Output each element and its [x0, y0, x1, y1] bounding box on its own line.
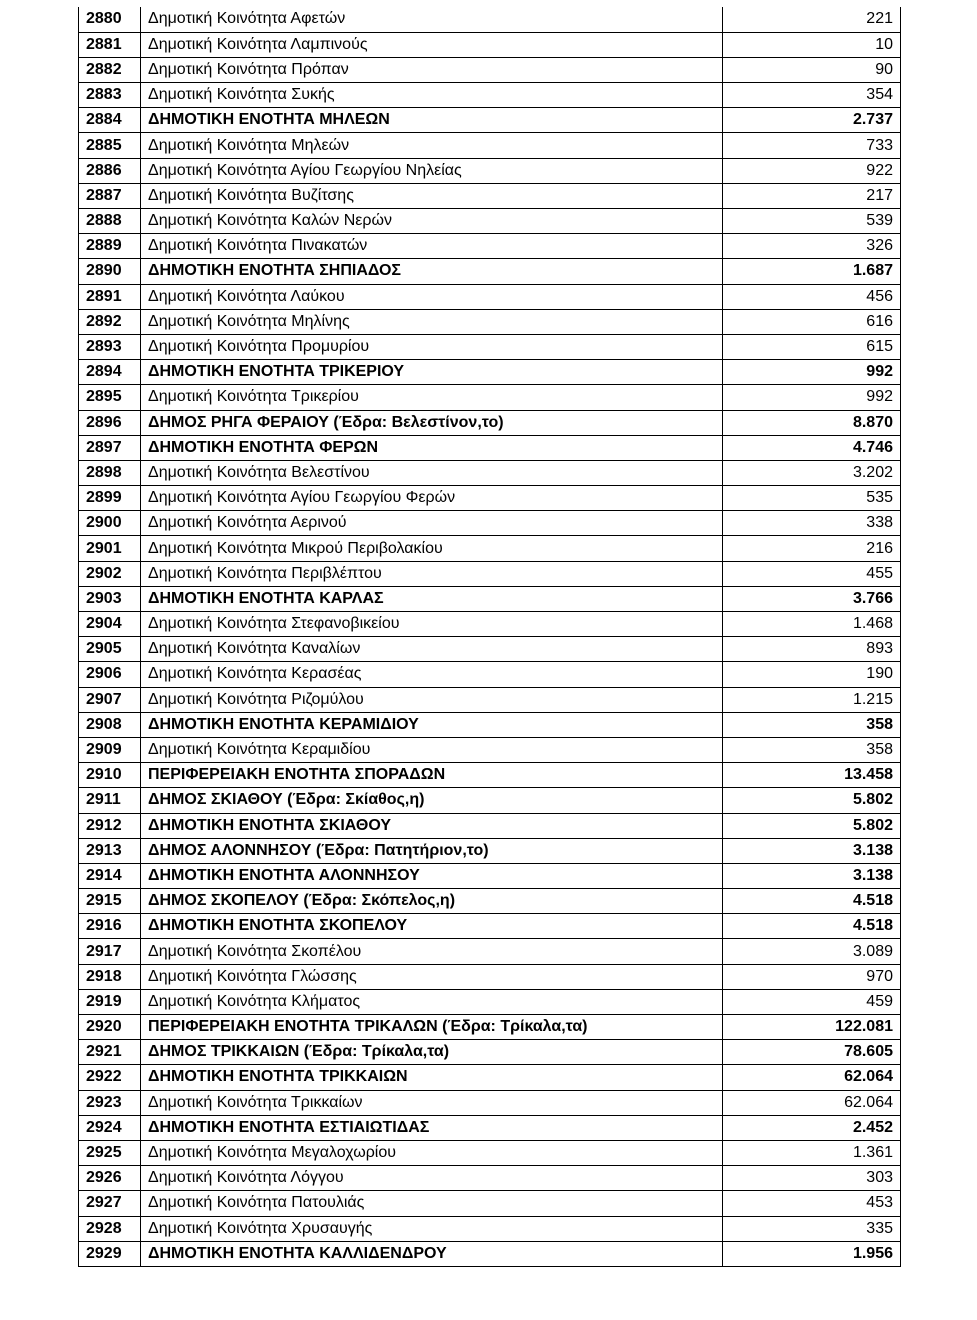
area-name-cell: ΠΕΡΙΦΕΡΕΙΑΚΗ ΕΝΟΤΗΤΑ ΣΠΟΡΑΔΩΝ [141, 763, 723, 788]
population-value-cell: 338 [723, 511, 901, 536]
area-name-cell: Δημοτική Κοινότητα Προμυρίου [141, 334, 723, 359]
area-name-cell: ΔΗΜΟΤΙΚΗ ΕΝΟΤΗΤΑ ΚΕΡΑΜΙΔΙΟΥ [141, 712, 723, 737]
table-row [79, 1191, 901, 1216]
row-number-cell: 2914 [79, 863, 141, 888]
table-row [79, 964, 901, 989]
table-row [79, 83, 901, 108]
row-number-cell: 2886 [79, 158, 141, 183]
population-value-cell: 10 [723, 32, 901, 57]
population-value-cell: 3.766 [723, 586, 901, 611]
area-name-cell: ΔΗΜΟΤΙΚΗ ΕΝΟΤΗΤΑ ΣΚΟΠΕΛΟΥ [141, 914, 723, 939]
population-table [78, 7, 901, 1267]
population-value-cell: 217 [723, 183, 901, 208]
row-number-cell: 2896 [79, 410, 141, 435]
population-value-cell: 535 [723, 486, 901, 511]
area-name-cell: Δημοτική Κοινότητα Αγίου Γεωργίου Φερών [141, 486, 723, 511]
table-row [79, 662, 901, 687]
area-name-cell: Δημοτική Κοινότητα Λαμπινούς [141, 32, 723, 57]
population-value-cell: 922 [723, 158, 901, 183]
area-name-cell: ΔΗΜΟΣ ΑΛΟΝΝΗΣΟΥ (Έδρα: Πατητήριον,το) [141, 838, 723, 863]
population-value-cell: 354 [723, 83, 901, 108]
population-value-cell: 3.202 [723, 460, 901, 485]
table-row [79, 309, 901, 334]
table-row [79, 133, 901, 158]
area-name-cell: Δημοτική Κοινότητα Πρόπαν [141, 57, 723, 82]
area-name-cell: Δημοτική Κοινότητα Μικρού Περιβολακίου [141, 536, 723, 561]
population-value-cell: 358 [723, 712, 901, 737]
population-value-cell: 4.746 [723, 435, 901, 460]
area-name-cell: Δημοτική Κοινότητα Αγίου Γεωργίου Νηλείας [141, 158, 723, 183]
table-row [79, 687, 901, 712]
row-number-cell: 2923 [79, 1090, 141, 1115]
row-number-cell: 2898 [79, 460, 141, 485]
area-name-cell: Δημοτική Κοινότητα Τρικκαίων [141, 1090, 723, 1115]
population-value-cell: 335 [723, 1216, 901, 1241]
table-row [79, 1140, 901, 1165]
table-row [79, 460, 901, 485]
area-name-cell: ΔΗΜΟΤΙΚΗ ΕΝΟΤΗΤΑ ΜΗΛΕΩΝ [141, 108, 723, 133]
table-row [79, 511, 901, 536]
population-value-cell: 992 [723, 360, 901, 385]
population-value-cell: 616 [723, 309, 901, 334]
row-number-cell: 2913 [79, 838, 141, 863]
population-value-cell: 78.605 [723, 1040, 901, 1065]
table-row [79, 234, 901, 259]
area-name-cell: ΔΗΜΟΤΙΚΗ ΕΝΟΤΗΤΑ ΣΗΠΙΑΔΟΣ [141, 259, 723, 284]
population-value-cell: 1.687 [723, 259, 901, 284]
table-row [79, 1115, 901, 1140]
population-value-cell: 1.956 [723, 1241, 901, 1266]
population-value-cell: 992 [723, 385, 901, 410]
population-value-cell: 2.737 [723, 108, 901, 133]
population-value-cell: 5.802 [723, 788, 901, 813]
table-row [79, 813, 901, 838]
area-name-cell: Δημοτική Κοινότητα Κερασέας [141, 662, 723, 687]
table-row [79, 410, 901, 435]
table-row [79, 763, 901, 788]
table-row [79, 939, 901, 964]
area-name-cell: ΔΗΜΟΤΙΚΗ ΕΝΟΤΗΤΑ ΦΕΡΩΝ [141, 435, 723, 460]
area-name-cell: Δημοτική Κοινότητα Μηλίνης [141, 309, 723, 334]
row-number-cell: 2918 [79, 964, 141, 989]
table-row [79, 1015, 901, 1040]
row-number-cell: 2880 [79, 7, 141, 32]
table-row [79, 712, 901, 737]
area-name-cell: Δημοτική Κοινότητα Πατουλιάς [141, 1191, 723, 1216]
population-value-cell: 4.518 [723, 914, 901, 939]
population-value-cell: 456 [723, 284, 901, 309]
population-value-cell: 459 [723, 989, 901, 1014]
area-name-cell: Δημοτική Κοινότητα Αφετών [141, 7, 723, 32]
population-value-cell: 122.081 [723, 1015, 901, 1040]
row-number-cell: 2910 [79, 763, 141, 788]
population-value-cell: 893 [723, 637, 901, 662]
population-value-cell: 3.138 [723, 838, 901, 863]
population-value-cell: 3.138 [723, 863, 901, 888]
row-number-cell: 2891 [79, 284, 141, 309]
population-value-cell: 13.458 [723, 763, 901, 788]
population-value-cell: 90 [723, 57, 901, 82]
table-row [79, 108, 901, 133]
population-value-cell: 5.802 [723, 813, 901, 838]
table-row [79, 586, 901, 611]
area-name-cell: ΔΗΜΟΤΙΚΗ ΕΝΟΤΗΤΑ ΚΑΛΛΙΔΕΝΔΡΟΥ [141, 1241, 723, 1266]
table-row [79, 385, 901, 410]
row-number-cell: 2899 [79, 486, 141, 511]
row-number-cell: 2919 [79, 989, 141, 1014]
population-value-cell: 221 [723, 7, 901, 32]
table-row [79, 435, 901, 460]
row-number-cell: 2901 [79, 536, 141, 561]
population-value-cell: 1.215 [723, 687, 901, 712]
population-value-cell: 1.361 [723, 1140, 901, 1165]
row-number-cell: 2897 [79, 435, 141, 460]
row-number-cell: 2905 [79, 637, 141, 662]
row-number-cell: 2906 [79, 662, 141, 687]
area-name-cell: Δημοτική Κοινότητα Μεγαλοχωρίου [141, 1140, 723, 1165]
row-number-cell: 2929 [79, 1241, 141, 1266]
population-value-cell: 455 [723, 561, 901, 586]
row-number-cell: 2904 [79, 612, 141, 637]
table-row [79, 486, 901, 511]
population-value-cell: 1.468 [723, 612, 901, 637]
population-value-cell: 62.064 [723, 1065, 901, 1090]
table-row [79, 158, 901, 183]
row-number-cell: 2894 [79, 360, 141, 385]
area-name-cell: ΔΗΜΟΣ ΡΗΓΑ ΦΕΡΑΙΟΥ (Έδρα: Βελεστίνον,το) [141, 410, 723, 435]
population-value-cell: 358 [723, 737, 901, 762]
area-name-cell: ΔΗΜΟΣ ΣΚΟΠΕΛΟΥ (Έδρα: Σκόπελος,η) [141, 889, 723, 914]
population-value-cell: 303 [723, 1166, 901, 1191]
table-row [79, 536, 901, 561]
row-number-cell: 2902 [79, 561, 141, 586]
area-name-cell: Δημοτική Κοινότητα Χρυσαυγής [141, 1216, 723, 1241]
row-number-cell: 2889 [79, 234, 141, 259]
row-number-cell: 2893 [79, 334, 141, 359]
row-number-cell: 2925 [79, 1140, 141, 1165]
table-row [79, 838, 901, 863]
table-row [79, 561, 901, 586]
row-number-cell: 2926 [79, 1166, 141, 1191]
row-number-cell: 2890 [79, 259, 141, 284]
row-number-cell: 2917 [79, 939, 141, 964]
area-name-cell: ΠΕΡΙΦΕΡΕΙΑΚΗ ΕΝΟΤΗΤΑ ΤΡΙΚΑΛΩΝ (Έδρα: Τρίκαλα,τα) [141, 1015, 723, 1040]
area-name-cell: Δημοτική Κοινότητα Γλώσσης [141, 964, 723, 989]
population-value-cell: 326 [723, 234, 901, 259]
population-value-cell: 4.518 [723, 889, 901, 914]
table-row [79, 1216, 901, 1241]
table-row [79, 7, 901, 32]
area-name-cell: Δημοτική Κοινότητα Κεραμιδίου [141, 737, 723, 762]
area-name-cell: ΔΗΜΟΣ ΣΚΙΑΘΟΥ (Έδρα: Σκίαθος,η) [141, 788, 723, 813]
area-name-cell: ΔΗΜΟΣ ΤΡΙΚΚΑΙΩΝ (Έδρα: Τρίκαλα,τα) [141, 1040, 723, 1065]
table-row [79, 183, 901, 208]
area-name-cell: Δημοτική Κοινότητα Λαύκου [141, 284, 723, 309]
row-number-cell: 2909 [79, 737, 141, 762]
area-name-cell: Δημοτική Κοινότητα Συκής [141, 83, 723, 108]
row-number-cell: 2887 [79, 183, 141, 208]
table-row [79, 989, 901, 1014]
table-row [79, 284, 901, 309]
row-number-cell: 2895 [79, 385, 141, 410]
row-number-cell: 2883 [79, 83, 141, 108]
table-row [79, 334, 901, 359]
area-name-cell: Δημοτική Κοινότητα Αερινού [141, 511, 723, 536]
population-value-cell: 8.870 [723, 410, 901, 435]
table-row [79, 612, 901, 637]
population-value-cell: 216 [723, 536, 901, 561]
row-number-cell: 2911 [79, 788, 141, 813]
table-row [79, 914, 901, 939]
population-value-cell: 2.452 [723, 1115, 901, 1140]
area-name-cell: ΔΗΜΟΤΙΚΗ ΕΝΟΤΗΤΑ ΕΣΤΙΑΙΩΤΙΔΑΣ [141, 1115, 723, 1140]
area-name-cell: Δημοτική Κοινότητα Βελεστίνου [141, 460, 723, 485]
table-row [79, 637, 901, 662]
area-name-cell: Δημοτική Κοινότητα Τρικερίου [141, 385, 723, 410]
table-row [79, 1166, 901, 1191]
row-number-cell: 2921 [79, 1040, 141, 1065]
area-name-cell: Δημοτική Κοινότητα Κλήματος [141, 989, 723, 1014]
row-number-cell: 2881 [79, 32, 141, 57]
area-name-cell: ΔΗΜΟΤΙΚΗ ΕΝΟΤΗΤΑ ΑΛΟΝΝΗΣΟΥ [141, 863, 723, 888]
area-name-cell: ΔΗΜΟΤΙΚΗ ΕΝΟΤΗΤΑ ΤΡΙΚΚΑΙΩΝ [141, 1065, 723, 1090]
area-name-cell: ΔΗΜΟΤΙΚΗ ΕΝΟΤΗΤΑ ΚΑΡΛΑΣ [141, 586, 723, 611]
table-row [79, 1040, 901, 1065]
row-number-cell: 2888 [79, 209, 141, 234]
area-name-cell: Δημοτική Κοινότητα Ριζομύλου [141, 687, 723, 712]
population-value-cell: 62.064 [723, 1090, 901, 1115]
table-row [79, 863, 901, 888]
area-name-cell: Δημοτική Κοινότητα Καλών Νερών [141, 209, 723, 234]
row-number-cell: 2892 [79, 309, 141, 334]
row-number-cell: 2885 [79, 133, 141, 158]
area-name-cell: Δημοτική Κοινότητα Πινακατών [141, 234, 723, 259]
table-row [79, 889, 901, 914]
area-name-cell: Δημοτική Κοινότητα Καναλίων [141, 637, 723, 662]
row-number-cell: 2900 [79, 511, 141, 536]
population-value-cell: 3.089 [723, 939, 901, 964]
population-value-cell: 733 [723, 133, 901, 158]
area-name-cell: Δημοτική Κοινότητα Στεφανοβικείου [141, 612, 723, 637]
table-row [79, 737, 901, 762]
table-row [79, 57, 901, 82]
population-value-cell: 453 [723, 1191, 901, 1216]
row-number-cell: 2882 [79, 57, 141, 82]
table-row [79, 209, 901, 234]
table-row [79, 1065, 901, 1090]
row-number-cell: 2916 [79, 914, 141, 939]
area-name-cell: Δημοτική Κοινότητα Βυζίτσης [141, 183, 723, 208]
table-row [79, 360, 901, 385]
row-number-cell: 2884 [79, 108, 141, 133]
table-body [79, 7, 901, 1266]
row-number-cell: 2928 [79, 1216, 141, 1241]
population-value-cell: 970 [723, 964, 901, 989]
row-number-cell: 2903 [79, 586, 141, 611]
row-number-cell: 2912 [79, 813, 141, 838]
table-row [79, 259, 901, 284]
area-name-cell: Δημοτική Κοινότητα Μηλεών [141, 133, 723, 158]
population-value-cell: 190 [723, 662, 901, 687]
row-number-cell: 2922 [79, 1065, 141, 1090]
area-name-cell: Δημοτική Κοινότητα Σκοπέλου [141, 939, 723, 964]
area-name-cell: ΔΗΜΟΤΙΚΗ ΕΝΟΤΗΤΑ ΤΡΙΚΕΡΙΟΥ [141, 360, 723, 385]
row-number-cell: 2907 [79, 687, 141, 712]
area-name-cell: Δημοτική Κοινότητα Λόγγου [141, 1166, 723, 1191]
row-number-cell: 2927 [79, 1191, 141, 1216]
row-number-cell: 2924 [79, 1115, 141, 1140]
area-name-cell: Δημοτική Κοινότητα Περιβλέπτου [141, 561, 723, 586]
area-name-cell: ΔΗΜΟΤΙΚΗ ΕΝΟΤΗΤΑ ΣΚΙΑΘΟΥ [141, 813, 723, 838]
row-number-cell: 2908 [79, 712, 141, 737]
table-row [79, 1090, 901, 1115]
table-row [79, 1241, 901, 1266]
row-number-cell: 2920 [79, 1015, 141, 1040]
row-number-cell: 2915 [79, 889, 141, 914]
population-value-cell: 615 [723, 334, 901, 359]
table-row [79, 788, 901, 813]
population-value-cell: 539 [723, 209, 901, 234]
table-row [79, 32, 901, 57]
